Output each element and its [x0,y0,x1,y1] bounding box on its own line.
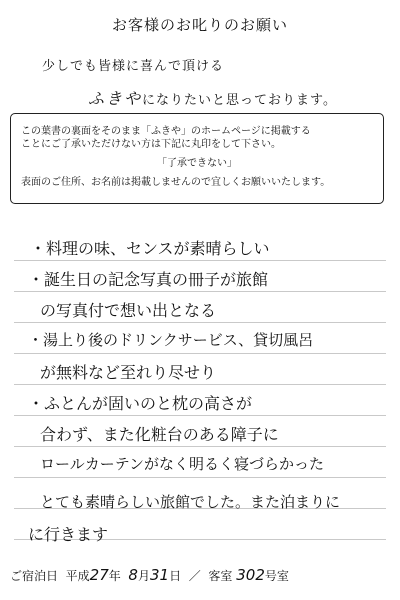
ruled-line [14,446,386,447]
era-label: 平成 [65,569,90,583]
handwritten-line: ・ふとんが固いのと枕の高さが [28,394,253,413]
room-label: 客室 [208,569,233,583]
stay-date-label: ご宿泊日 [10,569,59,583]
handwritten-line: の写真付で想い出となる [40,301,217,320]
notice-line-2: ことにご了承いただけない方は下記に丸印をして下さい。 [21,139,281,150]
day-unit: 日 [169,569,182,583]
ruled-line [14,353,386,354]
year-unit: 年 [108,569,121,583]
notice-line-1: この葉書の裏面をそのまま「ふきや」のホームページに掲載する [21,126,311,137]
ruled-line [14,384,386,385]
page-title: お客様のお叱りのお願い [111,16,288,34]
handwritten-line: に行きます [28,525,109,544]
notice-line-3: 表面のご住所、お名前は掲載しませんので宜しくお願いいたします。 [21,177,331,188]
stay-year: 27 [89,566,109,584]
ruled-line [14,322,386,323]
brand-name: ふきや [88,89,143,108]
intro-line-2 [88,86,337,109]
room-number: 302 [236,566,265,584]
month-unit: 月 [137,569,150,583]
handwritten-line: ロールカーテンがなく明るく寝づらかった [40,455,324,473]
ruled-line [14,291,386,292]
stay-month: 8 [128,566,138,584]
room-unit: 号室 [264,569,289,583]
handwritten-line: 合わず、また化粧台のある障子に [40,425,279,444]
intro-line-2-rest: になりたいと思っております。 [142,93,337,108]
ruled-line [14,415,386,416]
ruled-line [14,477,386,478]
handwritten-line: ・誕生日の記念写真の冊子が旅館 [28,270,269,289]
intro-line-1: 少しでも皆様に喜んで頂ける [42,59,225,74]
handwritten-line: とても素晴らしい旅館でした。また泊まりに [40,493,341,511]
notice-option-decline[interactable]: 「了承できない」 [157,158,237,169]
handwritten-line: ・湯上り後のドリンクサービス、貸切風呂 [28,331,314,349]
notice-box [10,113,384,204]
handwritten-line: ・料理の味、センスが素晴らしい [30,239,270,258]
stay-info-footer [10,566,289,584]
handwritten-line: が無料など至れり尽せり [40,363,217,382]
stay-day: 31 [149,566,170,584]
ruled-line [14,260,386,261]
separator: ／ [188,569,201,583]
